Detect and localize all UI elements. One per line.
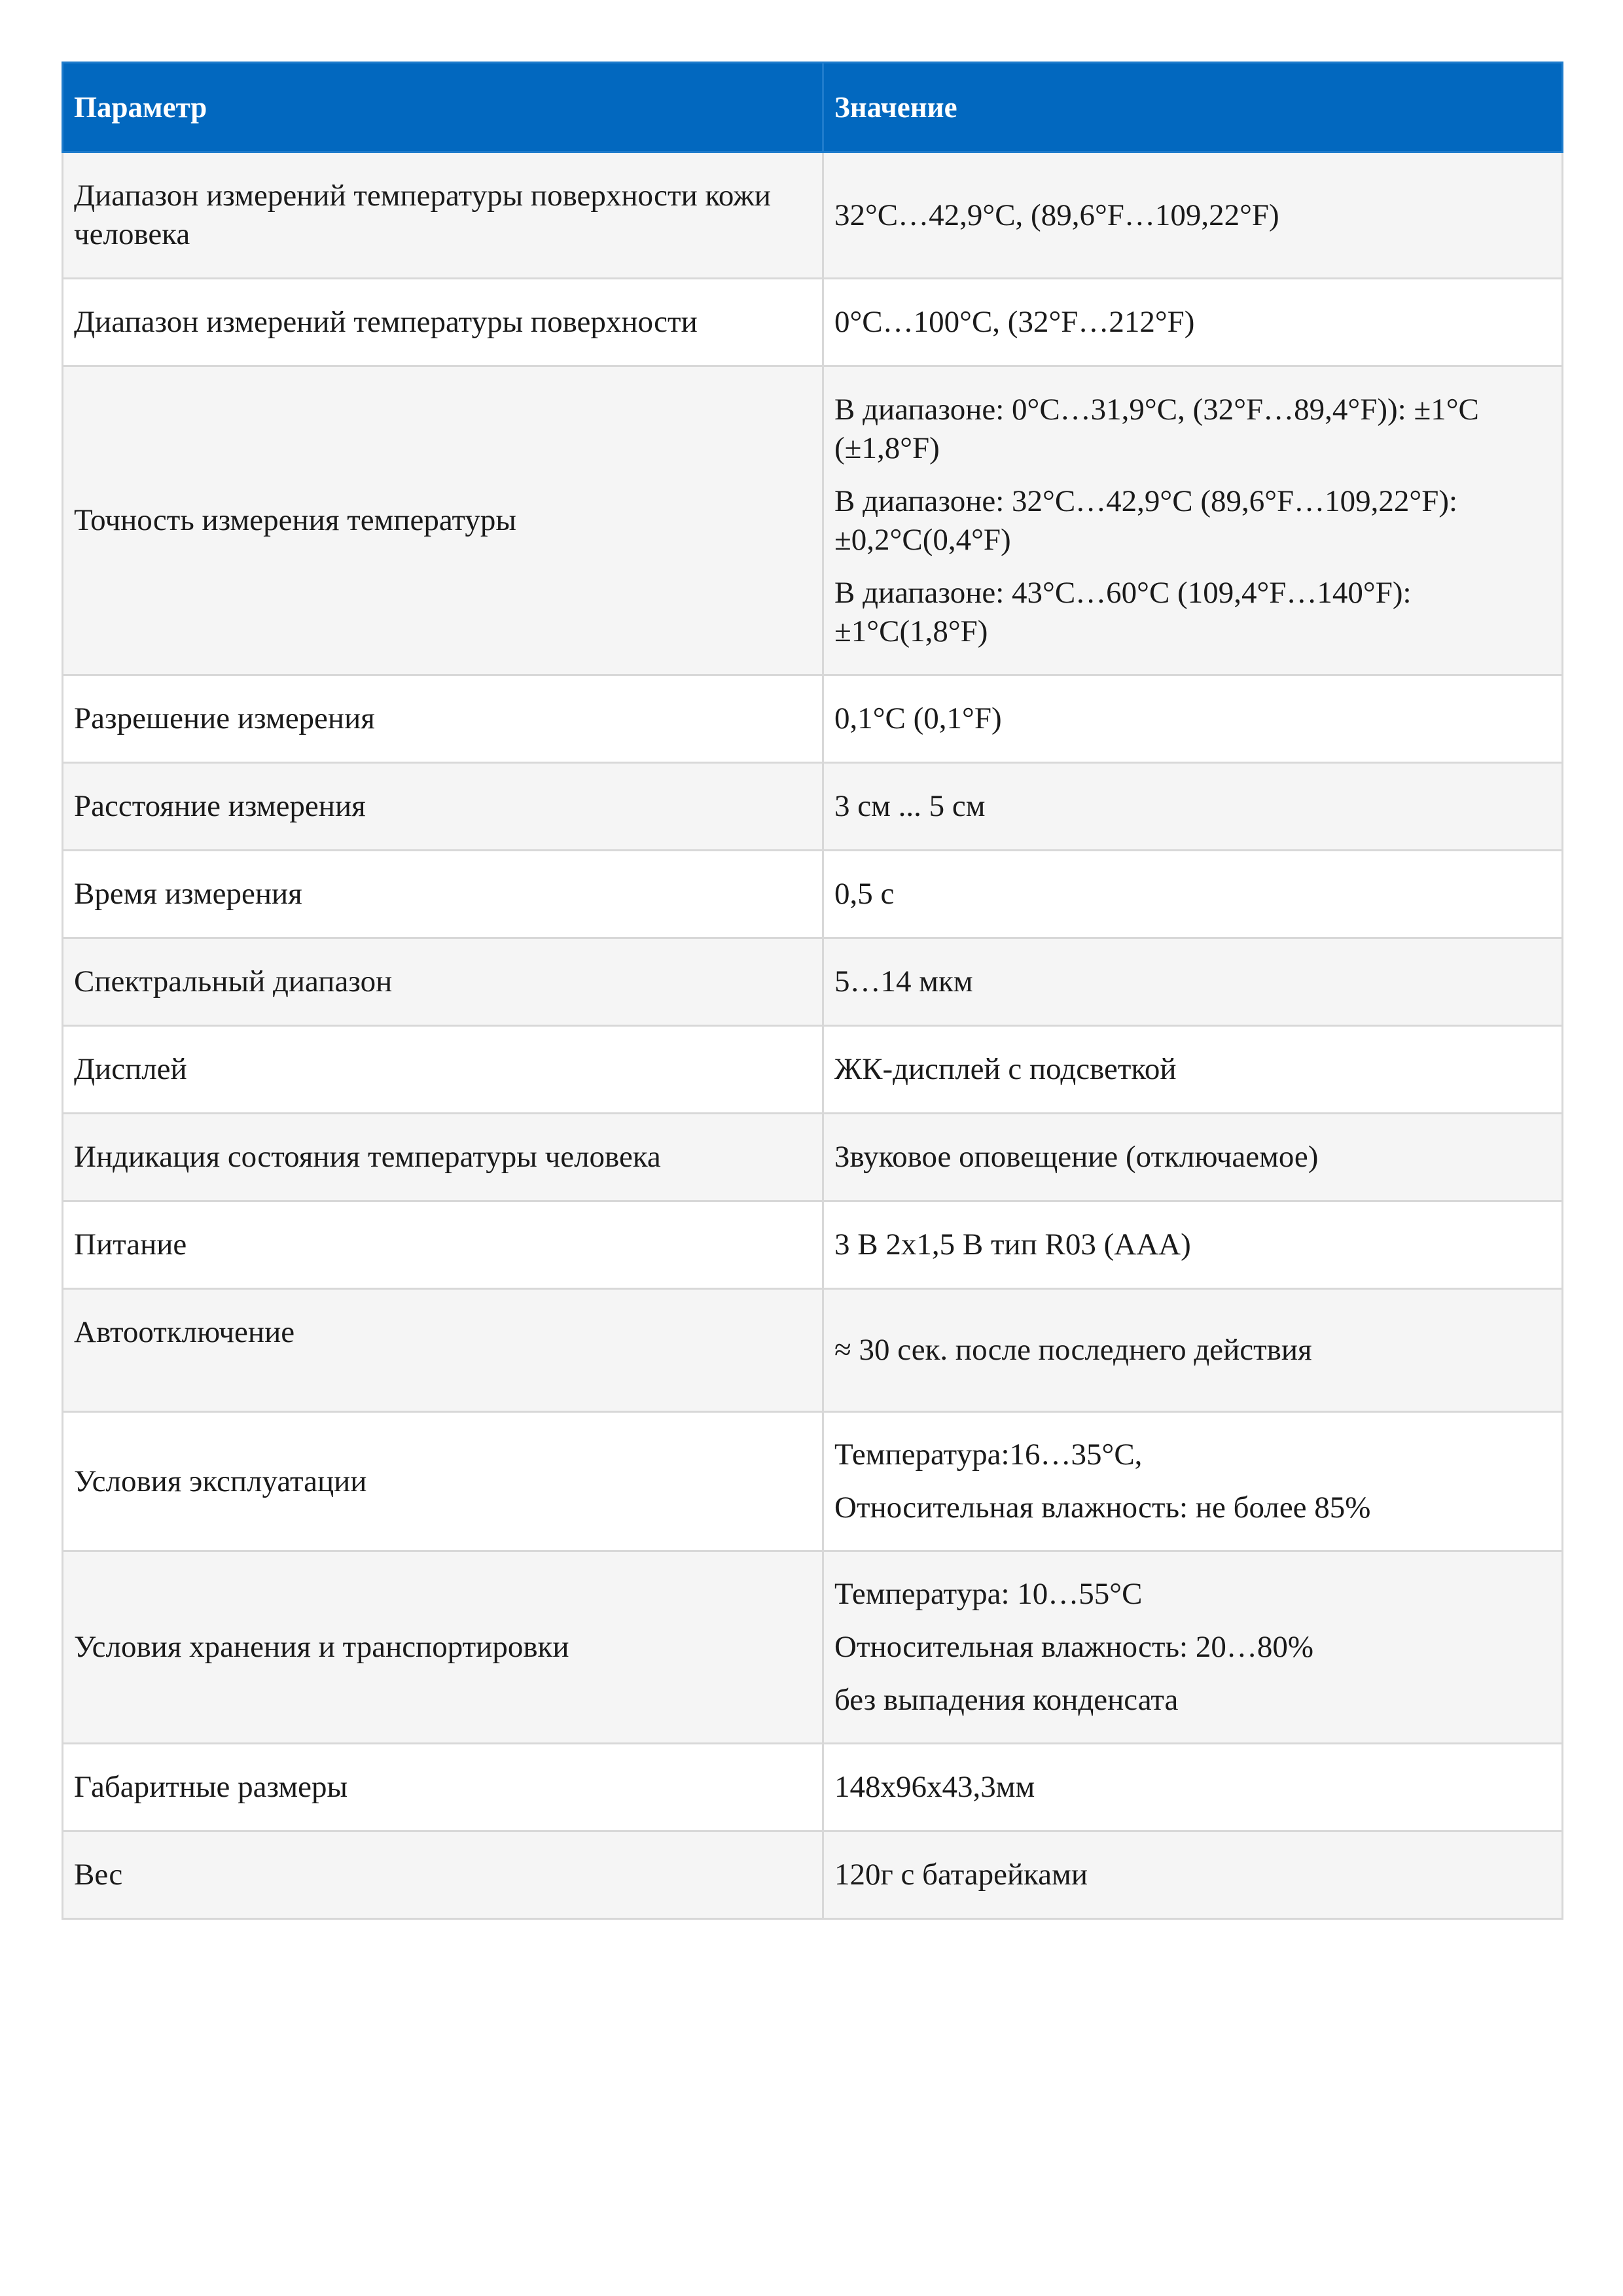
parameter-cell: Время измерения — [63, 851, 823, 938]
value-line: 0,5 с — [834, 877, 895, 911]
parameter-cell: Индикация состояния температуры человека — [63, 1114, 823, 1201]
value-line: Температура:16…35°C, — [834, 1438, 1143, 1472]
value-line: 148x96x43,3мм — [834, 1770, 1035, 1804]
table-row — [63, 938, 1563, 1026]
table-row — [63, 1412, 1563, 1551]
table-row — [63, 279, 1563, 366]
table-row — [63, 366, 1563, 675]
table-row — [63, 763, 1563, 851]
value-cell — [823, 1412, 1563, 1551]
parameter-cell: Разрешение измерения — [63, 675, 823, 763]
value-line: 3 см ... 5 см — [834, 789, 986, 823]
value-line: В диапазоне: 32°C…42,9°C (89,6°F…109,22°F): ±0,2°C(0,4°F) — [834, 484, 1458, 557]
table-row — [63, 1114, 1563, 1201]
value-cell — [823, 1114, 1563, 1201]
value-cell — [823, 152, 1563, 279]
parameter-cell: Спектральный диапазон — [63, 938, 823, 1026]
value-line: В диапазоне: 0°C…31,9°C, (32°F…89,4°F)): ±1°C (±1,8°F) — [834, 392, 1479, 465]
table-header-row — [63, 63, 1563, 152]
value-line: 32°C…42,9°C, (89,6°F…109,22°F) — [834, 198, 1279, 232]
table-row — [63, 1026, 1563, 1114]
value-line: 0°C…100°C, (32°F…212°F) — [834, 305, 1195, 339]
value-line: 120г с батарейками — [834, 1858, 1088, 1892]
table-row — [63, 851, 1563, 938]
table-row — [63, 1831, 1563, 1919]
table-row — [63, 1201, 1563, 1289]
value-cell — [823, 1744, 1563, 1831]
value-cell — [823, 366, 1563, 675]
parameter-cell: Автоотключение — [63, 1289, 823, 1412]
value-cell — [823, 763, 1563, 851]
value-line: 3 В 2x1,5 В тип R03 (AAA) — [834, 1227, 1191, 1262]
value-line: Относительная влажность: 20…80% — [834, 1630, 1313, 1664]
value-cell — [823, 1201, 1563, 1289]
value-cell — [823, 938, 1563, 1026]
specifications-table — [62, 62, 1563, 1920]
value-line: без выпадения конденсата — [834, 1683, 1179, 1717]
parameter-cell: Габаритные размеры — [63, 1744, 823, 1831]
value-line: 5…14 мкм — [834, 964, 973, 998]
value-cell — [823, 1289, 1563, 1412]
parameter-cell: Условия хранения и транспортировки — [63, 1551, 823, 1744]
parameter-cell: Точность измерения температуры — [63, 366, 823, 675]
parameter-cell: Дисплей — [63, 1026, 823, 1114]
table-row — [63, 152, 1563, 279]
value-cell — [823, 851, 1563, 938]
value-line: Относительная влажность: не более 85% — [834, 1491, 1371, 1525]
value-line: ≈ 30 сек. после последнего действия — [834, 1333, 1312, 1367]
parameter-cell: Питание — [63, 1201, 823, 1289]
value-cell — [823, 279, 1563, 366]
value-line: 0,1°C (0,1°F) — [834, 701, 1002, 735]
value-cell — [823, 1831, 1563, 1919]
parameter-cell: Диапазон измерений температуры поверхности кожи человека — [63, 152, 823, 279]
value-line: Звуковое оповещение (отключаемое) — [834, 1140, 1319, 1174]
table-row — [63, 1289, 1563, 1412]
value-line: Температура: 10…55°C — [834, 1577, 1143, 1611]
value-cell — [823, 1551, 1563, 1744]
table-row — [63, 1744, 1563, 1831]
value-cell — [823, 1026, 1563, 1114]
parameter-cell: Условия эксплуатации — [63, 1412, 823, 1551]
table-row — [63, 1551, 1563, 1744]
parameter-cell: Расстояние измерения — [63, 763, 823, 851]
table-row — [63, 675, 1563, 763]
parameter-cell: Диапазон измерений температуры поверхности — [63, 279, 823, 366]
parameter-cell: Вес — [63, 1831, 823, 1919]
value-cell — [823, 675, 1563, 763]
column-header-value: Значение — [823, 63, 1563, 152]
value-line: ЖК-дисплей с подсветкой — [834, 1052, 1177, 1086]
value-line: В диапазоне: 43°C…60°C (109,4°F…140°F): ±1°C(1,8°F) — [834, 575, 1412, 648]
column-header-parameter: Параметр — [63, 63, 823, 152]
